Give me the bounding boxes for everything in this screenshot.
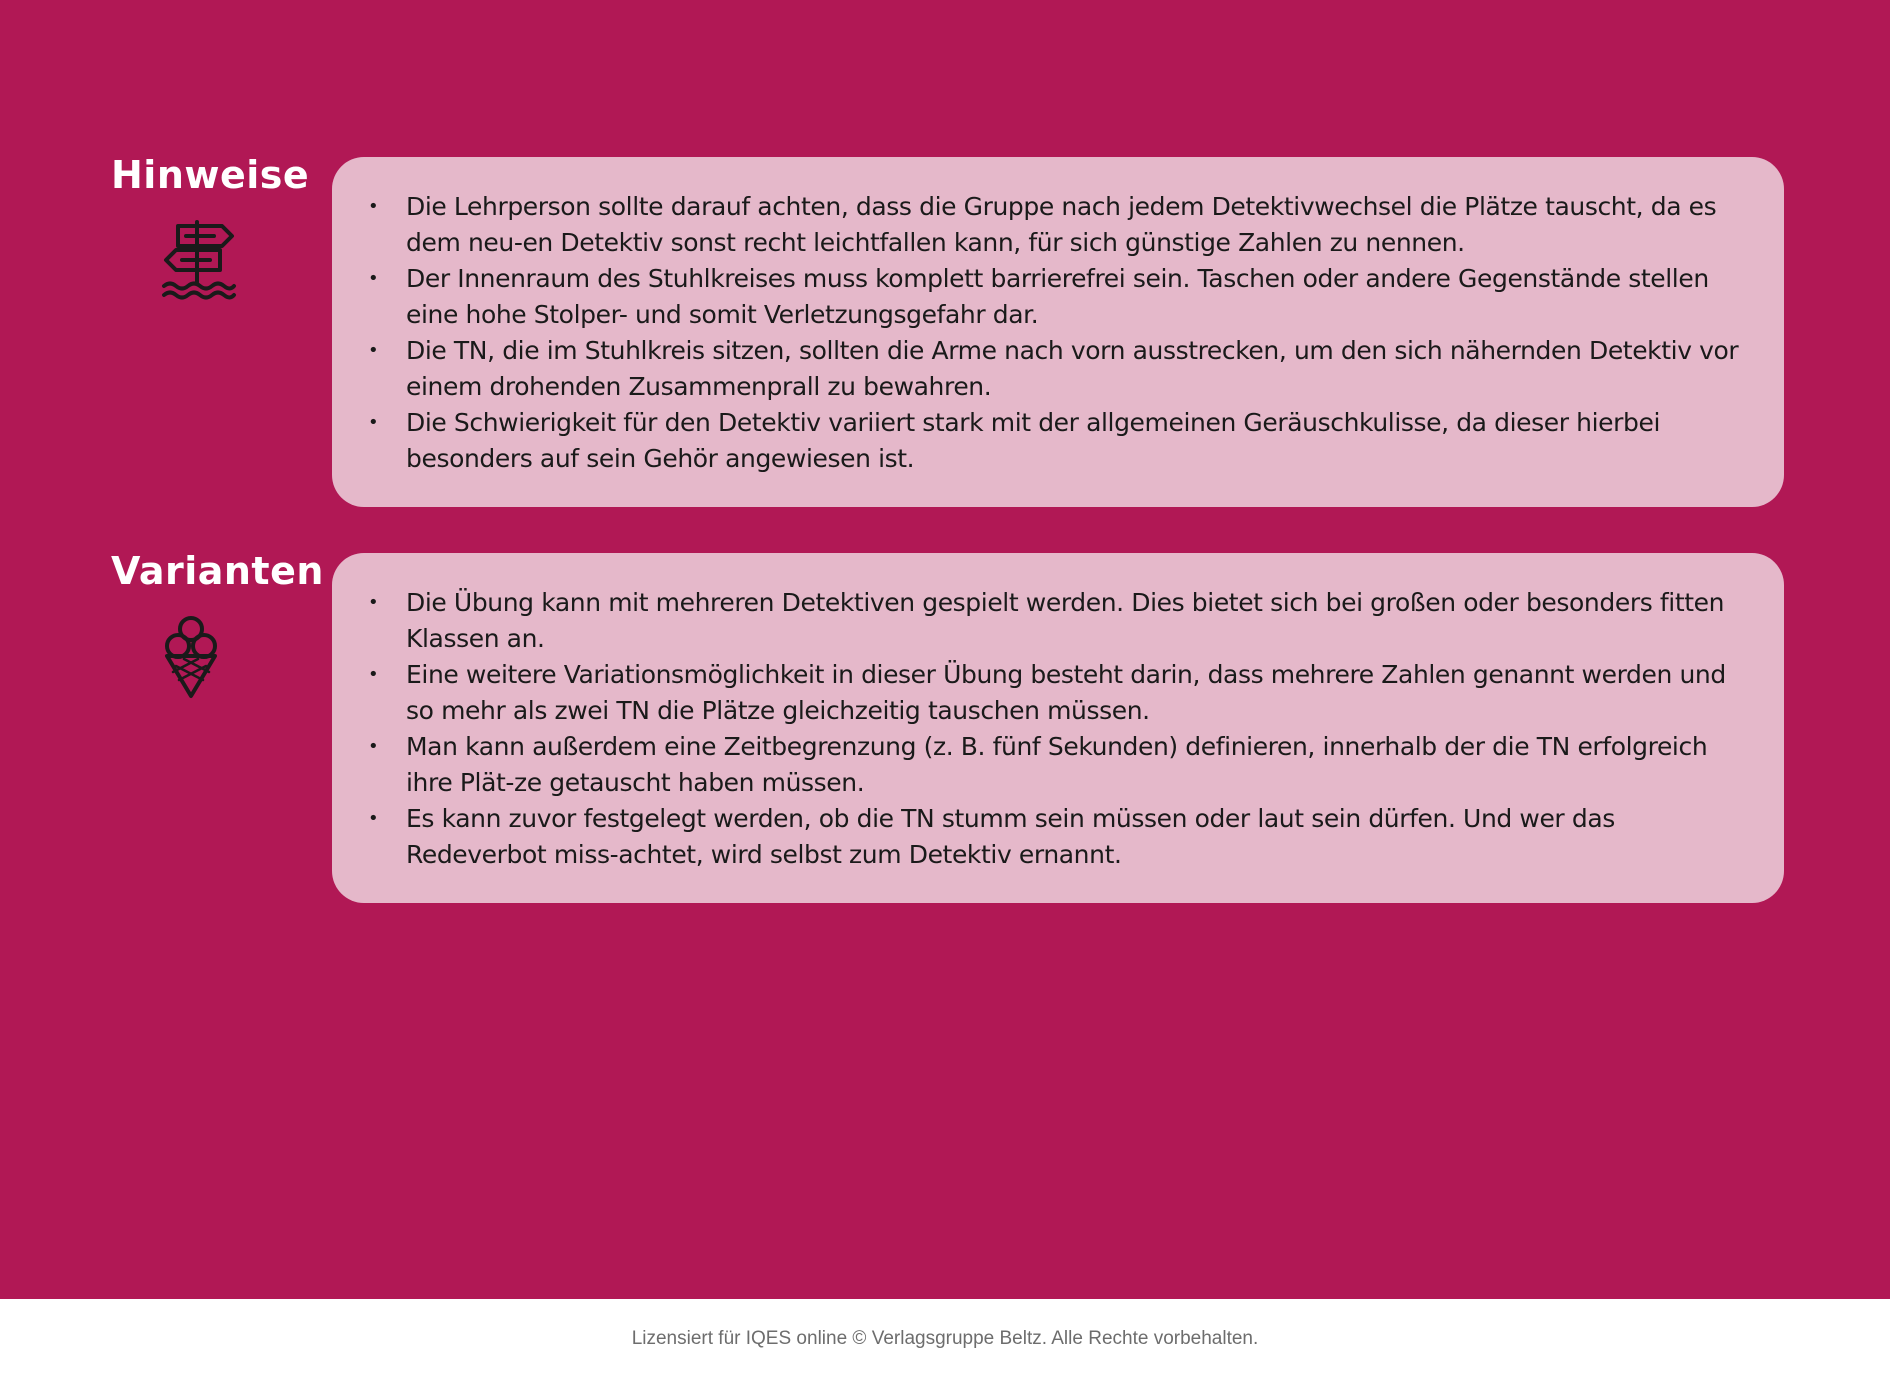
- bullet: •: [368, 808, 379, 829]
- bullet: •: [368, 736, 379, 757]
- list-item: [368, 189, 1744, 261]
- bullet: •: [368, 340, 379, 361]
- list-item-text: Die Schwierigkeit für den Detektiv variiert stark mit der allgemeinen Geräuschkulisse, da dieser hierbei besonders auf sein Gehör angewiesen ist.: [406, 408, 1661, 473]
- bullet: •: [368, 196, 379, 217]
- list-item-text: Eine weitere Variationsmöglichkeit in dieser Übung besteht darin, dass mehrere Zahlen genannt werden und so mehr als zwei TN die Plätze gleichzeitig tauschen müssen.: [406, 660, 1726, 725]
- varianten-list: [368, 585, 1744, 873]
- list-item-text: Die Übung kann mit mehreren Detektiven gespielt werden. Dies bietet sich bei großen oder besonders fitten Klassen an.: [406, 588, 1725, 653]
- bullet: •: [368, 268, 379, 289]
- varianten-card: [332, 553, 1784, 903]
- list-item-text: Der Innenraum des Stuhlkreises muss komplett barrierefrei sein. Taschen oder andere Gegenstände stellen eine hohe Stolper- und somit Verletzungsgefahr dar.: [406, 264, 1709, 329]
- bullet: •: [368, 664, 379, 685]
- list-item: [368, 405, 1744, 477]
- list-item: [368, 729, 1744, 801]
- section-title-hinweise: Hinweise: [111, 153, 310, 197]
- list-item: [368, 801, 1744, 873]
- bullet: •: [368, 592, 379, 613]
- hinweise-card: [332, 157, 1784, 507]
- signpost-icon: [160, 220, 238, 304]
- license-footer: Lizensiert für IQES online © Verlagsgruppe Beltz. Alle Rechte vorbehalten.: [0, 1299, 1890, 1378]
- list-item: [368, 261, 1744, 333]
- list-item-text: Man kann außerdem eine Zeitbegrenzung (z. B. fünf Sekunden) definieren, innerhalb der die TN erfolgreich ihre Plät-ze getauscht haben müssen.: [406, 732, 1708, 797]
- bullet: •: [368, 412, 379, 433]
- list-item-text: Die TN, die im Stuhlkreis sitzen, sollten die Arme nach vorn ausstrecken, um den sich nähernden Detektiv vor einem drohenden Zusammenprall zu bewahren.: [406, 336, 1739, 401]
- section-title-varianten: Varianten: [111, 549, 324, 593]
- ice-cream-cone-icon: [162, 614, 220, 704]
- list-item: [368, 657, 1744, 729]
- hinweise-list: [368, 189, 1744, 477]
- list-item: [368, 333, 1744, 405]
- list-item: [368, 585, 1744, 657]
- list-item-text: Die Lehrperson sollte darauf achten, dass die Gruppe nach jedem Detektivwechsel die Plätze tauscht, da es dem neu-en Detektiv sonst recht leichtfallen kann, für sich günstige Zahlen zu nennen.: [406, 192, 1717, 257]
- list-item-text: Es kann zuvor festgelegt werden, ob die TN stumm sein müssen oder laut sein dürfen. Und wer das Redeverbot miss-achtet, wird selbst zum Detektiv ernannt.: [406, 804, 1615, 869]
